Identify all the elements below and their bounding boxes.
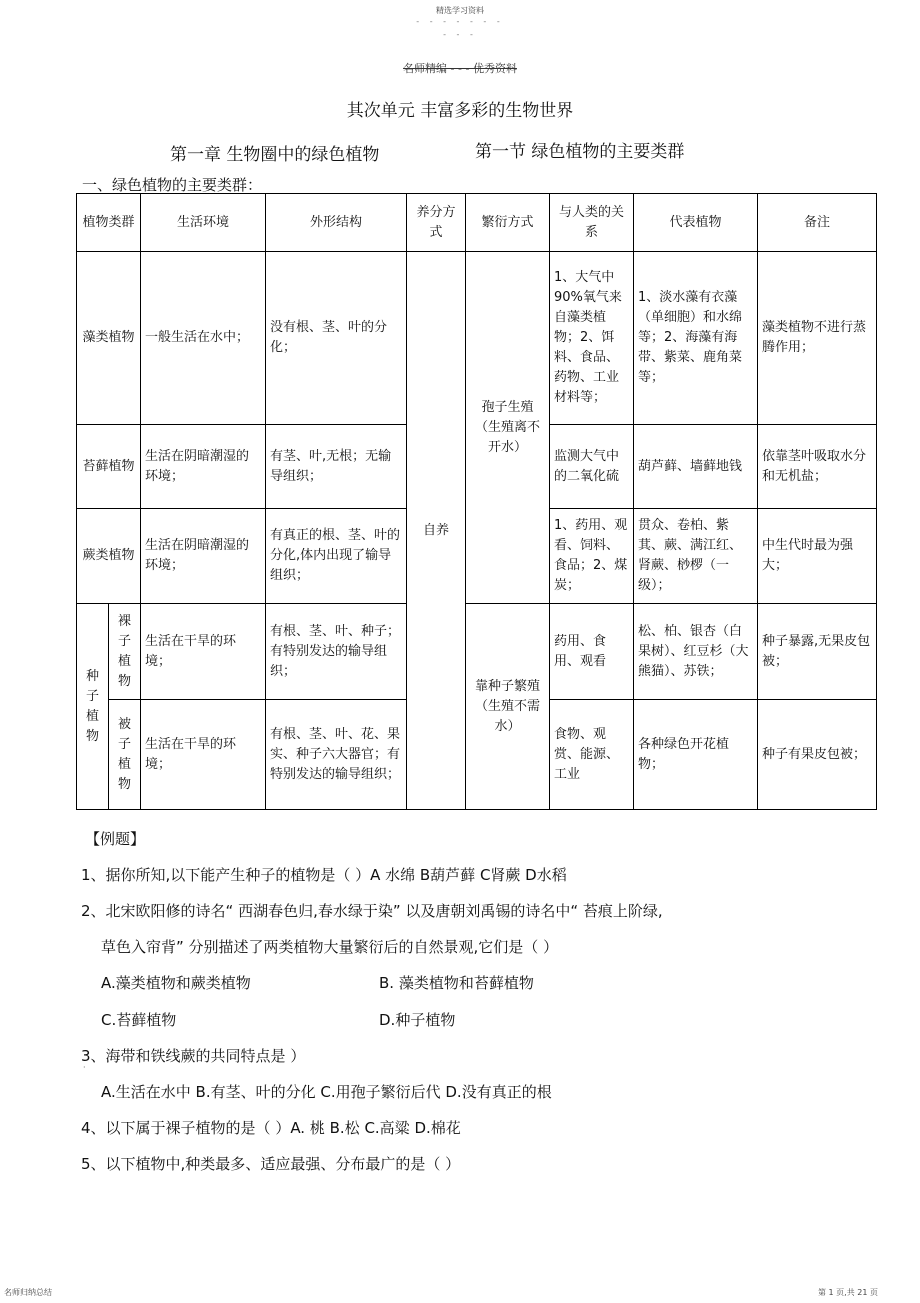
section-heading: 一、绿色植物的主要类群：: [82, 176, 263, 194]
question-5: 5、以下植物中,种类最多、适应最强、分布最广的是（ ）: [81, 1155, 461, 1173]
note-cell: 中生代时最为强大；: [758, 509, 877, 604]
struct-cell: 没有根、茎、叶的分化；: [266, 252, 407, 425]
header-cell: 与人类的关系: [550, 194, 634, 252]
relation-cell: 1、药用、观看、饲料、食品；2、煤炭；: [550, 509, 634, 604]
relation-cell: 食物、观赏、能源、工业: [550, 700, 634, 810]
struct-cell: 有茎、叶,无根；无输导组织；: [266, 425, 407, 509]
question-1: 1、据你所知,以下能产生种子的植物是（ ）A 水绵 B葫芦藓 C肾蕨 D水稻: [81, 866, 567, 884]
option-a: A.藻类植物和蕨类植物: [101, 974, 251, 992]
rep-cell: 贯众、卷柏、紫萁、蕨、满江红、肾蕨、桫椤（一级）；: [634, 509, 758, 604]
dash-line-2: - - -: [443, 30, 477, 39]
group-cell: 裸子植物: [109, 604, 141, 700]
relation-cell: 药用、食用、观看: [550, 604, 634, 700]
rep-cell: 各种绿色开花植物；: [634, 700, 758, 810]
env-cell: 生活在阴暗潮湿的环境；: [141, 509, 266, 604]
unit-title: 其次单元 丰富多彩的生物世界: [346, 101, 574, 121]
table-row: [77, 252, 877, 425]
env-cell: 生活在干旱的环境；: [141, 604, 266, 700]
env-cell: 生活在干旱的环境；: [141, 700, 266, 810]
note-cell: 种子暴露,无果皮包被；: [758, 604, 877, 700]
group-cell: 藻类植物: [77, 252, 141, 425]
seed-repro-cell: 靠种子繁殖（生殖不需水）: [466, 604, 550, 810]
header-cell: 备注: [758, 194, 877, 252]
header-cell: 外形结构: [266, 194, 407, 252]
examples-label: 【例题】: [85, 830, 146, 848]
header-cell: 养分方式: [407, 194, 466, 252]
rep-cell: 松、柏、银杏（白果树）、红豆杉（大熊猫）、苏铁；: [634, 604, 758, 700]
note-cell: 依靠茎叶吸取水分和无机盐；: [758, 425, 877, 509]
spore-repro-cell: 孢子生殖（生殖离不开水）: [466, 252, 550, 604]
header-cell: 繁衍方式: [466, 194, 550, 252]
option-b: B. 藻类植物和苔藓植物: [379, 974, 534, 992]
watermark: 精选学习资料: [436, 6, 484, 15]
table-header-row: [77, 194, 877, 252]
env-cell: 生活在阴暗潮湿的环境；: [141, 425, 266, 509]
header-cell: 代表植物: [634, 194, 758, 252]
page-header: 名师精编 - - - 优秀资料: [403, 62, 517, 75]
rep-cell: 1、淡水藻有衣藻（单细胞）和水绵等；2、海藻有海带、紫菜、鹿角菜等；: [634, 252, 758, 425]
question-4: 4、以下属于裸子植物的是（ ）A. 桃 B.松 C.高粱 D.棉花: [81, 1119, 461, 1137]
group-cell: 蕨类植物: [77, 509, 141, 604]
stray-dot: ·: [83, 1063, 86, 1072]
note-cell: 藻类植物不进行蒸腾作用；: [758, 252, 877, 425]
relation-cell: 1、大气中90%氧气来自藻类植物；2、饵料、食品、药物、工业材料等；: [550, 252, 634, 425]
group-cell: 苔藓植物: [77, 425, 141, 509]
question-3-options: A.生活在水中 B.有茎、叶的分化 C.用孢子繁衍后代 D.没有真正的根: [101, 1083, 552, 1101]
nutrition-cell: 自养: [407, 252, 466, 810]
header-cell: 生活环境: [141, 194, 266, 252]
plant-groups-table: [76, 193, 877, 810]
struct-cell: 有根、茎、叶、花、果实、种子六大器官；有特别发达的输导组织；: [266, 700, 407, 810]
dash-line: - - - - - - -: [416, 17, 504, 26]
note-cell: 种子有果皮包被；: [758, 700, 877, 810]
table-row: [77, 604, 877, 700]
question-2: 2、北宋欧阳修的诗名“ 西湖春色归,春水绿于染” 以及唐朝刘禹锡的诗名中“ 苔痕上阶绿,: [81, 902, 663, 920]
rep-cell: 葫芦藓、墙藓地钱: [634, 425, 758, 509]
struct-cell: 有真正的根、茎、叶的分化,体内出现了输导组织；: [266, 509, 407, 604]
group-cell: 被子植物: [109, 700, 141, 810]
seed-group-cell: 种子植物: [77, 604, 109, 810]
struct-cell: 有根、茎、叶、种子；有特别发达的输导组织；: [266, 604, 407, 700]
option-c: C.苔藓植物: [101, 1011, 177, 1029]
footer-page-number: 第 1 页,共 21 页: [818, 1288, 878, 1297]
relation-cell: 监测大气中的二氧化硫: [550, 425, 634, 509]
question-3: 3、海带和铁线蕨的共同特点是 ）: [81, 1047, 306, 1065]
header-cell: 植物类群: [77, 194, 141, 252]
section-title: 第一节 绿色植物的主要类群: [475, 142, 685, 162]
footer-left: 名师归纳总结: [4, 1288, 52, 1297]
env-cell: 一般生活在水中；: [141, 252, 266, 425]
option-d: D.种子植物: [379, 1011, 456, 1029]
question-2-cont: 草色入帘背” 分别描述了两类植物大量繁衍后的自然景观,它们是（ ）: [101, 938, 559, 956]
chapter-title: 第一章 生物圈中的绿色植物: [170, 145, 380, 165]
